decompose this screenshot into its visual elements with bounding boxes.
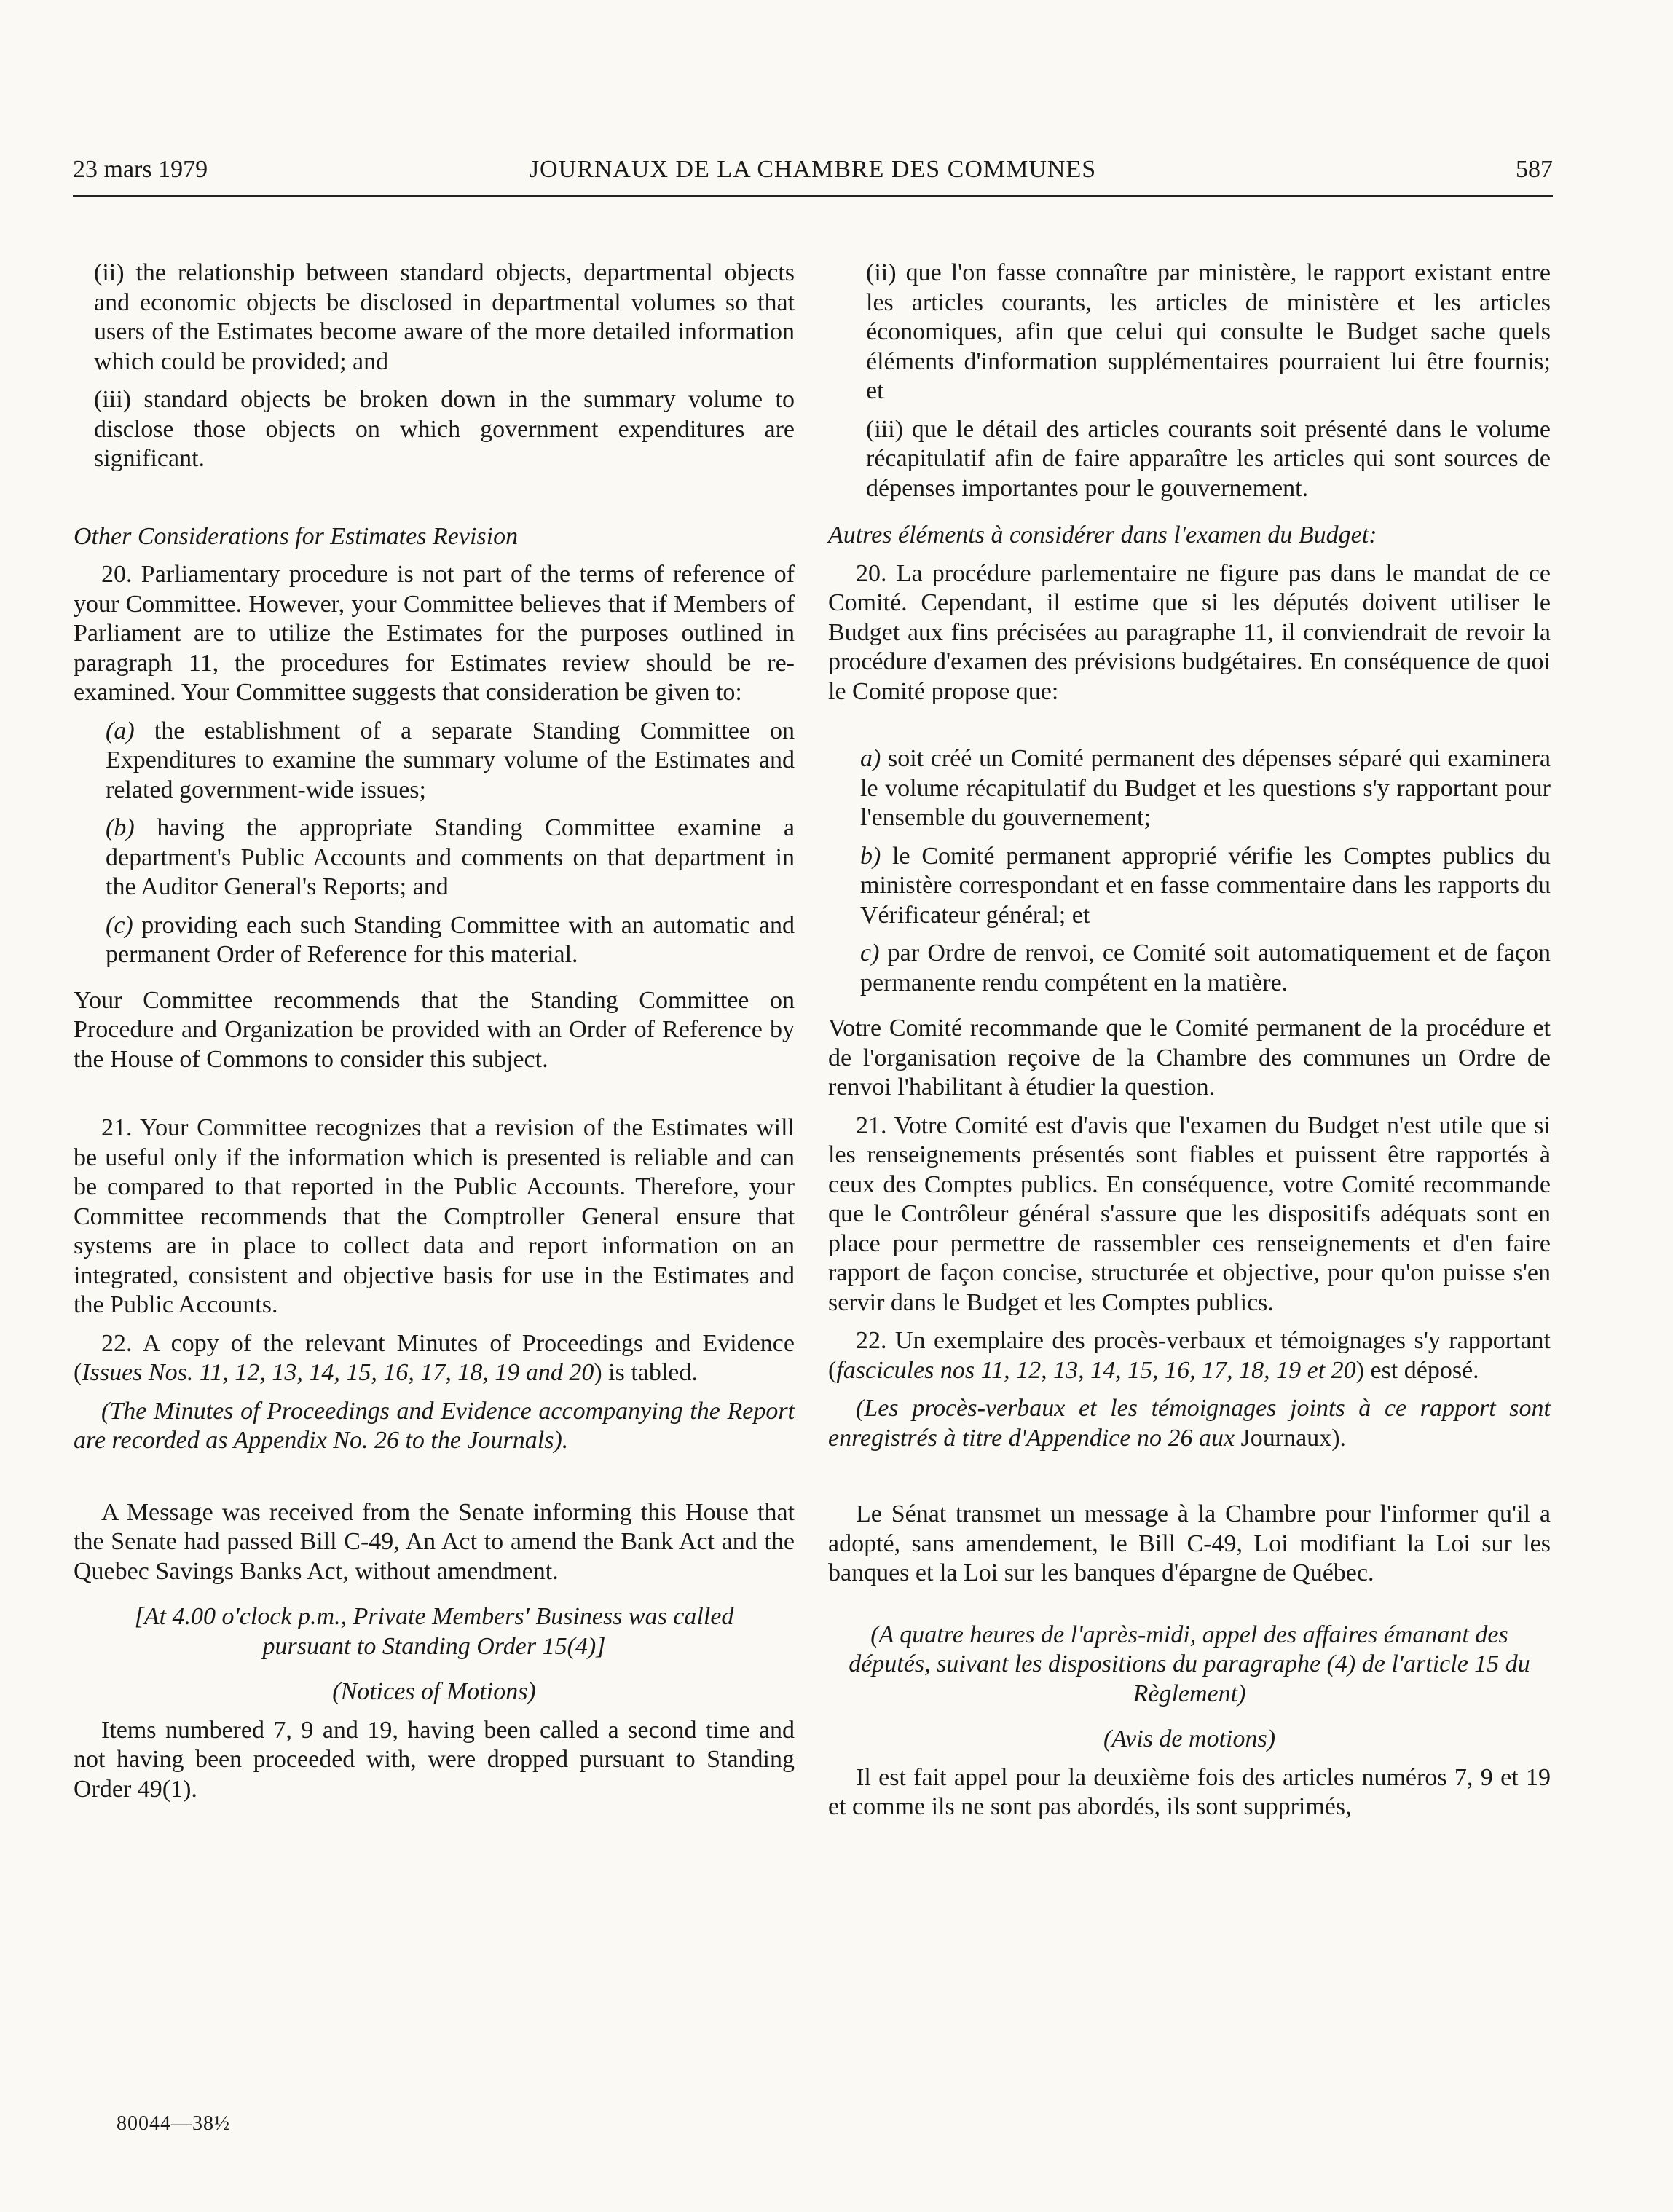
english-column — [74, 259, 795, 1804]
en-item-b — [74, 814, 795, 902]
fr-item-a — [828, 744, 1551, 833]
en-paragraph-21: 21. Your Committee recognizes that a revision of the Estimates will be useful only if the information which is presented is reliable and can be compared to that reported in the Public Accounts. Therefore, your Committee recommends that the Comptroller General ensure that systems are in place to collect data and report information on an integrated, consistent and objective basis for use in the Estimates and the Public Accounts. — [74, 1114, 795, 1318]
en-para22-issues: Issues Nos. 11, 12, 13, 14, 15, 16, 17, 18, 19 and 20 — [82, 1359, 594, 1386]
en-section-heading: Other Considerations for Estimates Revision — [74, 522, 519, 550]
fr-item-b-label: b) — [860, 842, 881, 870]
fr-item-iii: (iii) que le détail des articles courants soit présenté dans le volume récapitulatif afin de faire apparaître les articles qui sont sources de dépenses importantes pour le gouvernement. — [866, 415, 1551, 502]
fr-para22-end: ) est déposé. — [1355, 1356, 1479, 1384]
fr-paragraph-21: 21. Votre Comité est d'avis que l'examen du Budget n'est utile que si les renseignements présentés sont fiables et puissent être rapportés à ceux des Comptes publics. En conséquence, votre Comité recommande que le Contrôleur général s'assure que les dispositifs adéquats sont en place pour permettre de rassembler ces renseignements et d'en faire rapport de façon concise, structurée et objective, pour qu'on puisse s'en servir dans le Budget et les Comptes publics. — [828, 1111, 1551, 1316]
fr-item-c — [828, 939, 1551, 998]
fr-senate-message: Le Sénat transmet un message à la Chambre pour l'informer qu'il a adopté, sans amendement, le Bill C-49, Loi modifiant la Loi sur les banques et la Loi sur les banques d'épargne de Québec. — [828, 1500, 1551, 1586]
fr-item-b-text: le Comité permanent approprié vérifie les Comptes publics du ministère correspondant et en fasse commentaire dans les rapports du Vérificateur général; et — [860, 842, 1551, 929]
print-code: 80044—38½ — [117, 2112, 230, 2135]
en-item-a-text: the establishment of a separate Standing Committee on Expenditures to examine the summary volume of the Estimates and related government-wide issues; — [106, 717, 795, 803]
en-item-c — [74, 911, 795, 970]
en-item-b-label: (b) — [106, 814, 135, 841]
en-item-c-text: providing each such Standing Committee with an automatic and permanent Order of Reference for this material. — [106, 911, 795, 968]
fr-item-c-text: par Ordre de renvoi, ce Comité soit automatiquement et de façon permanente rendu compétent en la matière. — [860, 940, 1551, 996]
en-senate-message: A Message was received from the Senate informing this House that the Senate had passed Bill C-49, An Act to amend the Bank Act and the Quebec Savings Banks Act, without amendment. — [74, 1498, 795, 1585]
fr-notices-heading: (Avis de motions) — [1103, 1725, 1276, 1752]
fr-paragraph-20: 20. La procédure parlementaire ne figure pas dans le mandat de ce Comité. Cependant, il estime que si les députés doivent utiliser le Budget aux fins précisées au paragraphe 11, il conviendrait de revoir la procédure d'examen des prévisions budgétaires. En conséquence de quoi le Comité propose que: — [828, 559, 1551, 705]
french-column — [828, 259, 1551, 1822]
en-item-iii: (iii) standard objects be broken down in the summary volume to disclose those objects on which government expenditures are significant. — [94, 386, 795, 472]
fr-item-a-text: soit créé un Comité permanent des dépenses séparé qui examinera le volume récapitulatif du Budget et les questions s'y rapportant pour l'ensemble du gouvernement; — [860, 745, 1551, 831]
en-para22-end: ) is tabled. — [594, 1359, 698, 1386]
en-item-b-text: having the appropriate Standing Committee examine a department's Public Accounts and comments on that department in the Auditor General's Reports; and — [106, 814, 795, 900]
fr-item-ii: (ii) que l'on fasse connaître par ministère, le rapport existant entre les articles courants, les articles de ministère et les articles économiques, afin que celui qui consulte le Budget sache quels éléments d'information supplémentaires pourraient lui être fournis; et — [866, 259, 1551, 404]
fr-item-a-label: a) — [860, 745, 881, 772]
fr-paragraph-22 — [828, 1326, 1551, 1385]
fr-minutes-note — [828, 1394, 1551, 1453]
en-items-dropped: Items numbered 7, 9 and 19, having been called a second time and not having been proceeded with, were dropped pursuant to Standing Order 49(1). — [74, 1716, 795, 1803]
fr-items-dropped: Il est fait appel pour la deuxième fois des articles numéros 7, 9 et 19 et comme ils ne sont pas abordés, ils sont supprimés, — [828, 1763, 1551, 1820]
fr-minutes-note-journaux: Journaux — [1240, 1424, 1332, 1452]
fr-item-c-label: c) — [860, 940, 880, 967]
fr-private-members-note: (A quatre heures de l'après-midi, appel des affaires émanant des députés, suivant les dispositions du paragraphe (4) de l'article 15 du Règlement) — [849, 1621, 1530, 1707]
page-header — [73, 156, 1553, 197]
en-paragraph-22 — [74, 1329, 795, 1388]
fr-para22-issues: fascicules nos 11, 12, 13, 14, 15, 16, 17, 18, 19 et 20 — [836, 1356, 1356, 1384]
en-recommendation: Your Committee recommends that the Standing Committee on Procedure and Organization be provided with an Order of Reference by the House of Commons to consider this subject. — [74, 986, 795, 1073]
en-item-c-label: (c) — [106, 911, 133, 939]
en-notices-heading: (Notices of Motions) — [332, 1678, 536, 1705]
en-item-a — [74, 717, 795, 806]
en-paragraph-20: 20. Parliamentary procedure is not part of the terms of reference of your Committee. However, your Committee believes that if Members of Parliament are to utilize the Estimates for the purposes outlined in paragraph 11, the procedures for Estimates review should be re-examined. Your Committee suggests that consideration be given to: — [74, 561, 795, 706]
en-item-a-label: (a) — [106, 717, 135, 744]
fr-section-heading: Autres éléments à considérer dans l'examen du Budget: — [828, 521, 1377, 548]
header-date: 23 mars 1979 — [73, 156, 208, 183]
fr-item-b — [828, 842, 1551, 931]
en-para22-start: 22. A copy of the relevant Minutes of Proceedings and Evidence ( — [74, 1329, 795, 1386]
fr-recommendation: Votre Comité recommande que le Comité permanent de la procédure et de l'organisation reçoive de la Chambre des communes un Ordre de renvoi l'habilitant à étudier la question. — [828, 1015, 1551, 1101]
header-title: JOURNAUX DE LA CHAMBRE DES COMMUNES — [529, 156, 1097, 183]
en-minutes-note: (The Minutes of Proceedings and Evidence accompanying the Report are recorded as Appendix No. 26 to the Journals). — [74, 1397, 795, 1454]
en-private-members-note: [At 4.00 o'clock p.m., Private Members' Business was called pursuant to Standing Order 15(4)] — [134, 1603, 734, 1660]
page-number: 587 — [1516, 156, 1553, 183]
fr-minutes-note-start: (Les procès-verbaux et les témoignages joints à ce rapport sont enregistrés à titre d'Appendice no 26 aux — [828, 1395, 1551, 1452]
en-item-ii: (ii) the relationship between standard objects, departmental objects and economic objects be disclosed in departmental volumes so that users of the Estimates become aware of the more detailed information which could be provided; and — [94, 259, 795, 375]
fr-para22-start: 22. Un exemplaire des procès-verbaux et témoignages s'y rapportant ( — [828, 1327, 1551, 1384]
fr-minutes-note-end: ). — [1331, 1424, 1347, 1452]
